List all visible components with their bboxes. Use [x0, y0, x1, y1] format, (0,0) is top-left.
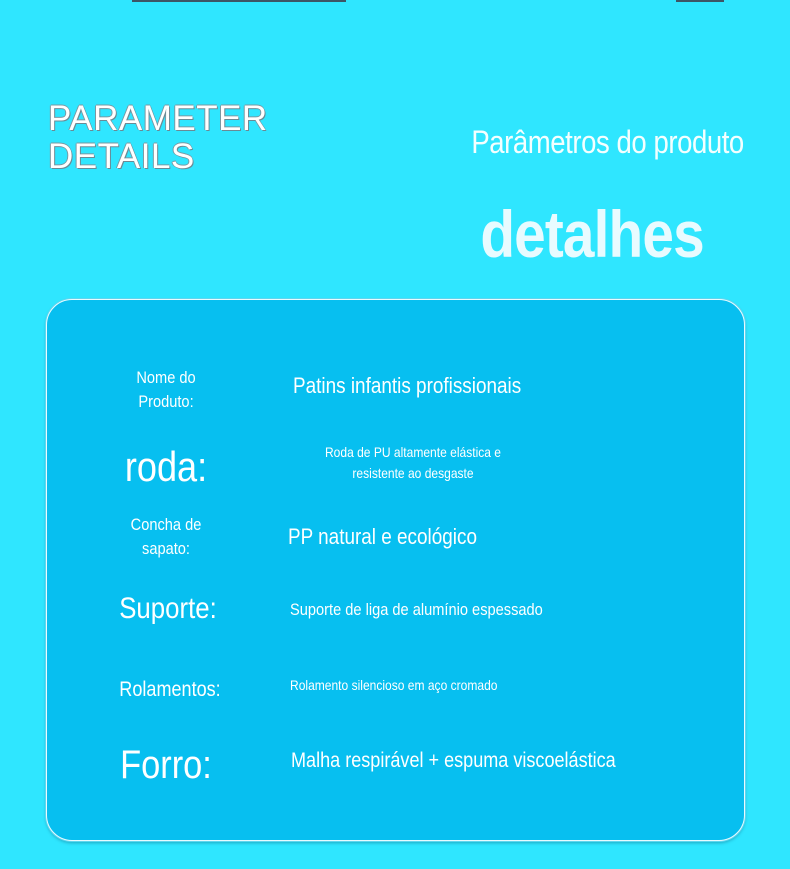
english-title-line2: DETAILS: [48, 137, 195, 176]
param-value-wheel: [310, 442, 516, 484]
param-label-lining: Forro:: [120, 743, 212, 787]
param-label-wheel: roda:: [124, 443, 208, 490]
english-title-line1: PARAMETER: [48, 99, 268, 138]
parameter-panel: [46, 299, 745, 841]
param-value-line: resistente ao desgaste: [352, 465, 474, 481]
param-value-shell: PP natural e ecológico: [288, 524, 477, 549]
param-label-line: sapato:: [142, 539, 190, 558]
param-label-shell: [126, 513, 207, 561]
top-edge-strip: [0, 0, 790, 2]
param-label-line: Produto:: [138, 392, 194, 411]
param-value-line: Roda de PU altamente elástica e: [324, 444, 502, 460]
param-value-bearings: Rolamento silencioso em aço cromado: [290, 677, 498, 693]
param-label-line: Nome do: [136, 368, 196, 387]
param-label-support: Suporte:: [119, 592, 217, 625]
param-label-line: Concha de: [130, 515, 202, 534]
param-value-lining: Malha respirável + espuma viscoelástica: [291, 749, 616, 772]
portuguese-title: Parâmetros do produto: [471, 124, 744, 160]
param-value-product-name: Patins infantis profissionais: [293, 373, 522, 398]
portuguese-subtitle: detalhes: [480, 197, 704, 271]
param-label-product-name: [126, 366, 207, 414]
english-title: [48, 100, 268, 176]
param-label-bearings: Rolamentos:: [119, 678, 221, 701]
param-value-support: Suporte de liga de alumínio espessado: [290, 600, 543, 619]
